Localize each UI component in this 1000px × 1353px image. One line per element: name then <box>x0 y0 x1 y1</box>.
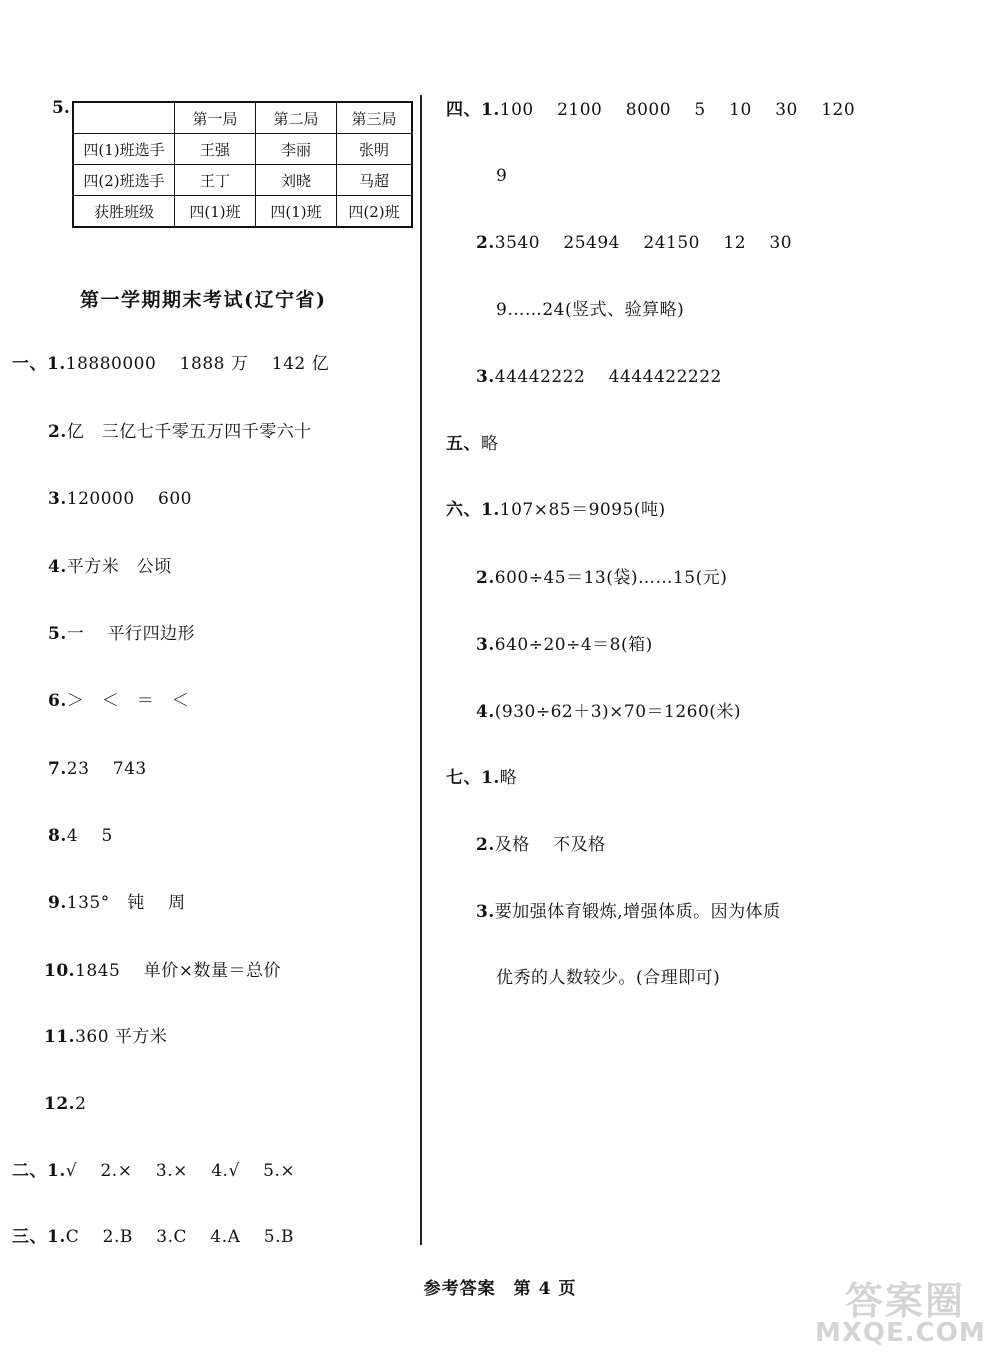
answer-text: 9 <box>496 166 508 186</box>
answer-label: 四、1. <box>446 100 500 120</box>
answer-line <box>44 1026 167 1048</box>
table-cell: 四(2)班 <box>337 196 413 228</box>
answer-line <box>476 232 792 254</box>
table-cell: 刘晓 <box>256 165 337 196</box>
answer-text: 120000 600 <box>66 489 192 509</box>
answer-line <box>44 1093 86 1115</box>
answer-text: 3540 25494 24150 12 30 <box>494 233 793 253</box>
table-cell: 第二局 <box>256 102 337 134</box>
answer-text: 2 <box>75 1094 87 1114</box>
answer-text: (930÷62＋3)×70＝1260(米) <box>494 702 742 722</box>
answer-text: 略 <box>499 768 518 788</box>
answer-text: 23 743 <box>66 759 147 779</box>
answer-line <box>446 767 517 789</box>
answer-label: 4. <box>48 557 67 577</box>
answer-label: 12. <box>44 1094 76 1114</box>
answer-text: 18880000 1888 万 142 亿 <box>65 354 330 374</box>
watermark-logo-text: 答案圈 <box>845 1279 966 1323</box>
table-header-row <box>73 102 412 134</box>
answer-line <box>476 366 722 388</box>
exam-title: 第一学期期末考试(辽宁省) <box>80 289 327 311</box>
answer-line <box>496 165 507 187</box>
table-cell: 获胜班级 <box>73 196 175 228</box>
table-row <box>73 134 412 165</box>
answer-label: 2. <box>476 568 495 588</box>
match-results-table <box>72 101 413 228</box>
answer-text: 9……24(竖式、验算略) <box>496 300 685 320</box>
site-watermark <box>815 1270 995 1348</box>
table-cell: 李丽 <box>256 134 337 165</box>
answer-text: 100 2100 8000 5 10 30 120 <box>499 100 856 120</box>
answer-label: 一、1. <box>12 354 66 374</box>
column-divider <box>420 95 422 1245</box>
answer-text: 要加强体育锻炼,增强体质。因为体质 <box>494 902 781 922</box>
answer-line <box>44 960 281 982</box>
answer-label: 8. <box>48 826 67 846</box>
answer-label: 6. <box>48 691 67 711</box>
answer-text: 优秀的人数较少。(合理即可) <box>496 968 721 988</box>
answer-label: 二、1. <box>12 1161 66 1181</box>
answer-line <box>476 901 781 923</box>
answer-label: 5. <box>48 624 67 644</box>
answer-label: 六、1. <box>446 500 500 520</box>
answer-label: 7. <box>48 759 67 779</box>
table-cell: 四(1)班 <box>175 196 256 228</box>
answer-text: 一 平行四边形 <box>66 624 196 644</box>
answer-label: 七、1. <box>446 768 500 788</box>
answer-text: 1845 单价×数量＝总价 <box>75 961 281 981</box>
answer-label: 11. <box>44 1027 76 1047</box>
answer-label: 10. <box>44 961 76 981</box>
answer-text: 360 平方米 <box>75 1027 168 1047</box>
table-question-number: 5. <box>52 98 70 118</box>
table-row <box>73 165 412 196</box>
answer-line <box>476 567 727 589</box>
answer-text: 4 5 <box>66 826 113 846</box>
answer-line <box>446 99 855 121</box>
table-cell: 第一局 <box>175 102 256 134</box>
answer-label: 3. <box>476 902 495 922</box>
answer-line <box>48 421 312 443</box>
answer-line <box>496 299 684 321</box>
answer-line <box>48 825 113 847</box>
answer-label: 3. <box>476 635 495 655</box>
answer-line <box>12 353 329 375</box>
answer-label: 4. <box>476 702 495 722</box>
answer-text: 640÷20÷4＝8(箱) <box>494 635 653 655</box>
answer-text: 亿 三亿七千零五万四千零六十 <box>66 422 312 442</box>
table-cell: 马超 <box>337 165 413 196</box>
answer-line <box>48 690 189 712</box>
answer-line <box>476 834 606 856</box>
table-cell: 王强 <box>175 134 256 165</box>
table-cell: 四(1)班 <box>256 196 337 228</box>
table-cell: 王丁 <box>175 165 256 196</box>
answer-label: 3. <box>476 367 495 387</box>
answer-line <box>446 433 499 455</box>
answer-label: 2. <box>476 835 495 855</box>
table-cell <box>73 102 175 134</box>
answer-label: 2. <box>476 233 495 253</box>
watermark-url: MXQE.COM <box>815 1318 986 1348</box>
table-cell: 四(1)班选手 <box>73 134 175 165</box>
table-row <box>73 196 412 228</box>
table-cell: 张明 <box>337 134 413 165</box>
answer-line <box>48 758 147 780</box>
answer-line <box>12 1226 294 1248</box>
table-cell: 四(2)班选手 <box>73 165 175 196</box>
answer-text: √ 2.× 3.× 4.√ 5.× <box>65 1161 296 1181</box>
answer-text: 600÷45＝13(袋)……15(元) <box>494 568 728 588</box>
answer-label: 9. <box>48 893 67 913</box>
answer-label: 2. <box>48 422 67 442</box>
answer-label: 3. <box>48 489 67 509</box>
answer-line <box>48 556 172 578</box>
answer-text: C 2.B 3.C 4.A 5.B <box>65 1227 295 1247</box>
answer-label: 三、1. <box>12 1227 66 1247</box>
answer-text: 平方米 公顷 <box>66 557 172 577</box>
answer-text: 44442222 4444422222 <box>494 367 722 387</box>
answer-line <box>12 1160 295 1182</box>
answer-text: 135° 钝 周 <box>66 893 186 913</box>
answer-line <box>48 488 192 510</box>
answer-line <box>476 701 741 723</box>
page-footer: 参考答案 第 4 页 <box>423 1279 577 1299</box>
answer-text: 及格 不及格 <box>494 835 606 855</box>
answer-line <box>476 634 653 656</box>
answer-line <box>496 967 720 989</box>
answer-text: 107×85＝9095(吨) <box>499 500 666 520</box>
answer-text: ＞ ＜ ＝ ＜ <box>66 691 190 711</box>
answer-line <box>48 892 186 914</box>
answer-text: 略 <box>481 434 499 454</box>
answer-label: 五、 <box>446 434 481 454</box>
table-cell: 第三局 <box>337 102 413 134</box>
answer-line <box>446 499 666 521</box>
answer-line <box>48 623 195 645</box>
